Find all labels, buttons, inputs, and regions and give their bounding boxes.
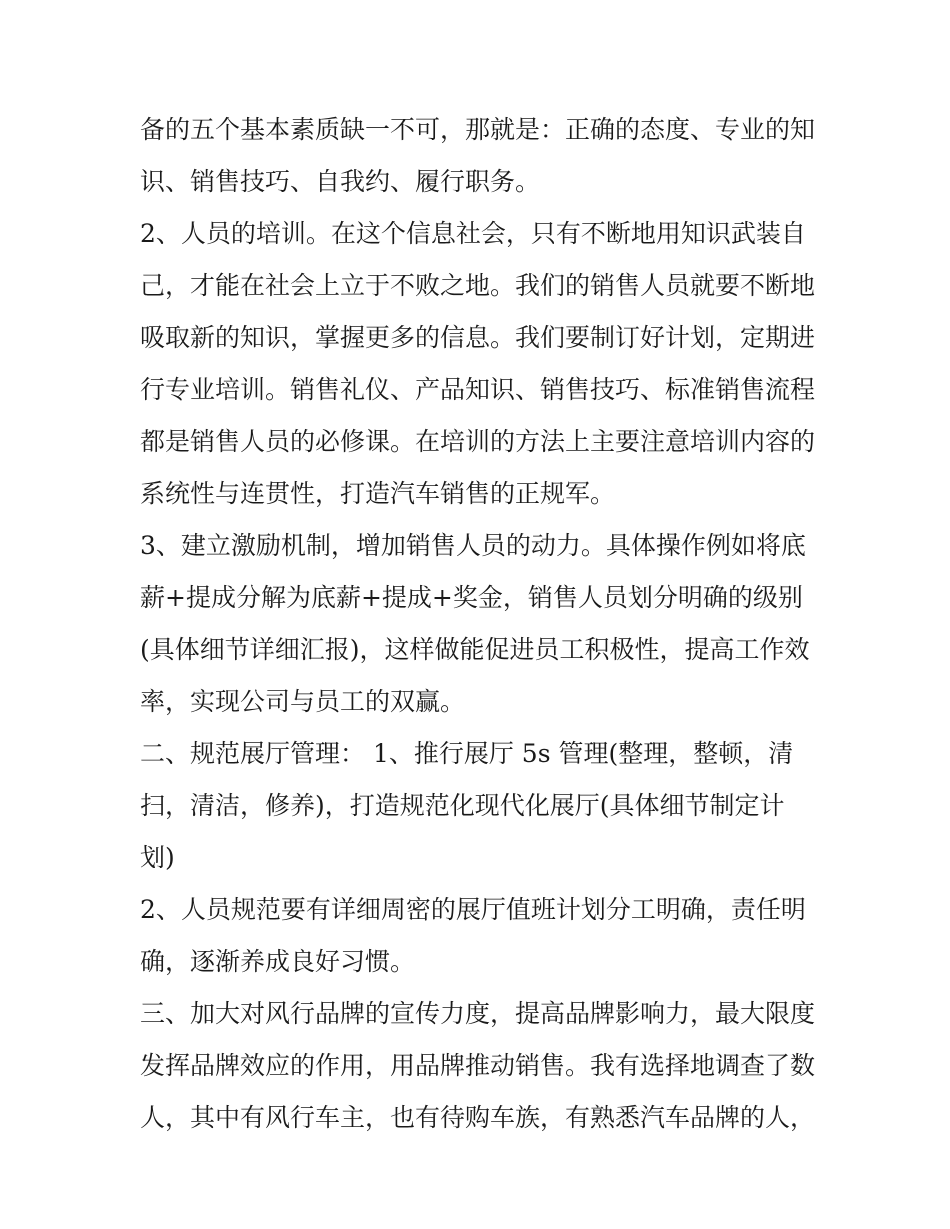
text-line-10: 薪+提成分解为底薪+提成+奖金，销售人员划分明确的级别 — [140, 583, 803, 612]
text-line-5: 吸取新的知识，掌握更多的信息。我们要制订好计划，定期进 — [140, 323, 816, 352]
text-line-20: 人，其中有风行车主，也有待购车族，有熟悉汽车品牌的人， — [140, 1103, 816, 1132]
text-line-3: 2、人员的培训。在这个信息社会，只有不断地用知识武装自 — [140, 219, 806, 248]
text-line-19: 发挥品牌效应的作用，用品牌推动销售。我有选择地调查了数 — [140, 1051, 816, 1080]
text-line-2: 识、销售技巧、自我约、履行职务。 — [140, 167, 541, 196]
text-line-9: 3、建立激励机制，增加销售人员的动力。具体操作例如将底 — [140, 531, 806, 560]
text-line-17: 确，逐渐养成良好习惯。 — [140, 947, 416, 976]
text-line-6: 行专业培训。销售礼仪、产品知识、销售技巧、标准销售流程 — [140, 375, 816, 404]
text-line-14: 扫，清洁，修养)，打造规范化现代化展厅(具体细节制定计 — [140, 791, 785, 820]
text-line-16: 2、人员规范要有详细周密的展厅值班计划分工明确，责任明 — [140, 895, 806, 924]
text-line-8: 系统性与连贯性，打造汽车销售的正规军。 — [140, 479, 616, 508]
text-line-18: 三、加大对风行品牌的宣传力度，提高品牌影响力，最大限度 — [140, 999, 816, 1028]
text-line-4: 己，才能在社会上立于不败之地。我们的销售人员就要不断地 — [140, 271, 816, 300]
body-text — [140, 104, 830, 1144]
text-line-1: 备的五个基本素质缺一不可，那就是：正确的态度、专业的知 — [140, 115, 816, 144]
text-line-15: 划) — [140, 843, 175, 872]
text-line-12: 率，实现公司与员工的双赢。 — [140, 687, 466, 716]
text-line-11: (具体细节详细汇报)，这样做能促进员工积极性，提高工作效 — [140, 635, 810, 664]
text-line-7: 都是销售人员的必修课。在培训的方法上主要注意培训内容的 — [140, 427, 816, 456]
text-line-13: 二、规范展厅管理： 1、推行展厅 5s 管理(整理，整顿，清 — [140, 739, 794, 768]
